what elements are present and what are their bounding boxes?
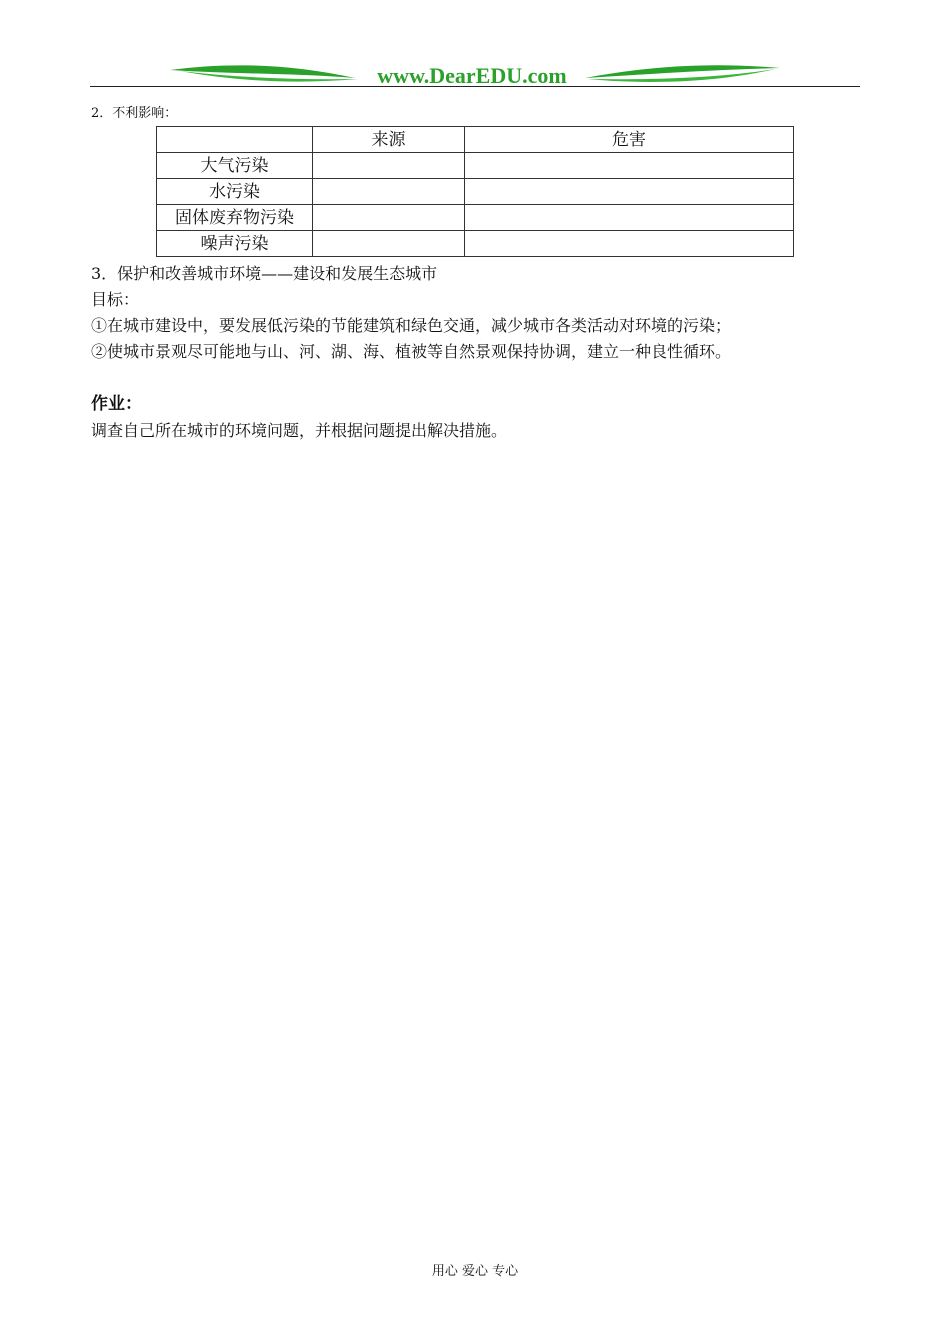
table-header-cell: 危害 bbox=[465, 127, 794, 153]
goal-item: ①在城市建设中，要发展低污染的节能建筑和绿色交通，减少城市各类活动对环境的污染； bbox=[91, 316, 732, 335]
source-cell bbox=[313, 153, 465, 179]
section-3-heading: 3．保护和改善城市环境——建设和发展生态城市 bbox=[91, 264, 438, 283]
table-header-cell bbox=[157, 127, 313, 153]
impacts-table bbox=[156, 126, 794, 257]
table-row bbox=[157, 205, 794, 231]
harm-cell bbox=[465, 231, 794, 257]
page-footer: 用心 爱心 专心 bbox=[431, 1264, 519, 1279]
homework-title: 作业： bbox=[91, 394, 142, 414]
source-cell bbox=[313, 231, 465, 257]
row-label: 固体废弃物污染 bbox=[157, 205, 313, 231]
row-label: 大气污染 bbox=[157, 153, 313, 179]
row-label: 水污染 bbox=[157, 179, 313, 205]
table-header-row bbox=[157, 127, 794, 153]
homework-content: 调查自己所在城市的环境问题，并根据问题提出解决措施。 bbox=[91, 421, 508, 440]
goals-label: 目标： bbox=[91, 290, 140, 309]
source-cell bbox=[313, 205, 465, 231]
table-header-cell: 来源 bbox=[313, 127, 465, 153]
harm-cell bbox=[465, 153, 794, 179]
header-divider bbox=[90, 86, 860, 87]
harm-cell bbox=[465, 205, 794, 231]
harm-cell bbox=[465, 179, 794, 205]
table-row bbox=[157, 153, 794, 179]
row-label: 噪声污染 bbox=[157, 231, 313, 257]
goal-item: ②使城市景观尽可能地与山、河、湖、海、植被等自然景观保持协调，建立一种良性循环。 bbox=[91, 342, 732, 361]
logo-text: www.DearEDU.com bbox=[377, 63, 567, 88]
table-row bbox=[157, 179, 794, 205]
table-row bbox=[157, 231, 794, 257]
section-2-heading: 2．不利影响： bbox=[91, 106, 178, 121]
source-cell bbox=[313, 179, 465, 205]
